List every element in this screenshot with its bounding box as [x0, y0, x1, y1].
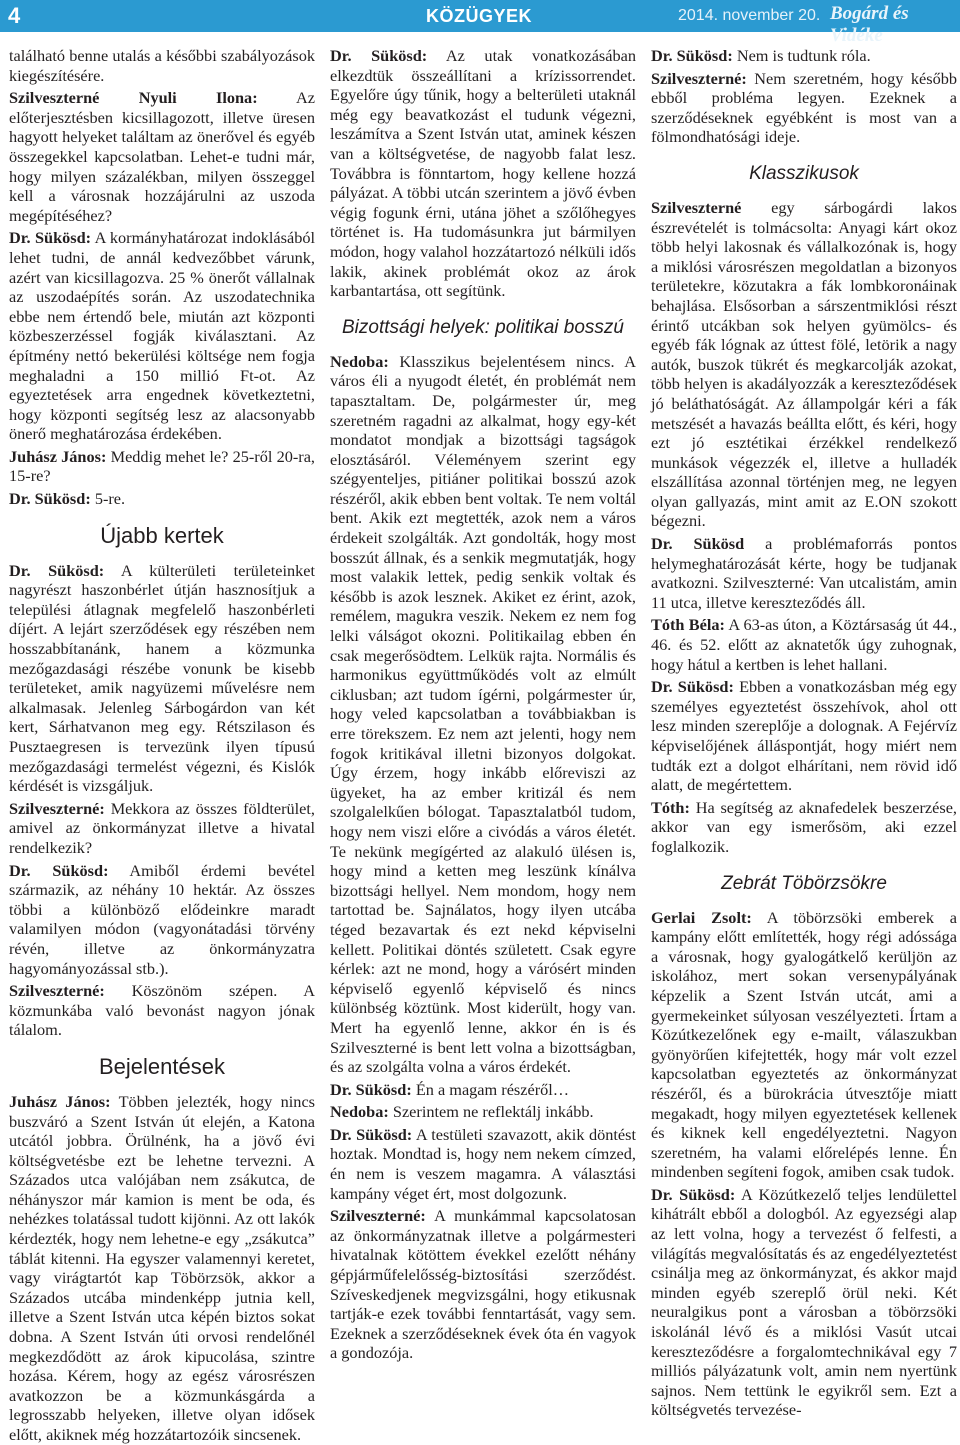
paragraph-text: A külterületi területeinket nagyrészt haszonbérlet útján hasznosítjuk a települési átlagnak megfelelő haszonbérleti díjért. A lejárt szerződések egy részében nem hosszabbítanánk, hanem a közmunka mezőgazdasági részébe vonunk be kisebb területeket, amik nagyüzemi művelésre nem alkalmasak. Jelenleg Sárbogárdon van két kert, Sárhatvanon meg egy. Rétszilason és Pusztaegresen is tervezünk ilyen típusú mezőgazdasági termelést végezni, és Kislók kérdését is vizsgáljuk.: [9, 560, 316, 796]
speaker-name: Szilveszterné: [651, 197, 742, 217]
paragraph: [651, 677, 957, 795]
paragraph-text: Mekkora az összes földterület, amivel az önkormányzat illetve a hivatal rendelkezik?: [9, 798, 315, 857]
paragraph: [9, 46, 315, 85]
paragraph: [9, 981, 315, 1040]
paragraph: [9, 447, 315, 486]
paragraph: [9, 1092, 315, 1445]
paragraph-text: Az előterjesztésben kicsillagozott, illetve üresen hagyott helyeket találtam az önerővel és egyéb összegekkel kapcsolatban. Lehet-e tudni már, hogy milyen százalékban, milyen összeggel kell a városnak hozzájárulni az uszoda megépítéséhez?: [9, 88, 316, 225]
page-number: 4: [8, 3, 21, 28]
speaker-name: Szilveszterné:: [330, 1206, 426, 1226]
speaker-name: Nedoba:: [330, 1102, 389, 1122]
paragraph: [9, 88, 315, 225]
speaker-name: Dr. Sükösd:: [9, 560, 105, 580]
speaker-name: Dr. Sükösd:: [651, 46, 733, 65]
speaker-name: Gerlai Zsolt:: [651, 907, 752, 927]
paragraph-text: A töbörzsöki emberek a kampány előtt említették, hogy régi adóssága a városnak, hogy gyalogátkelő kerüljön az iskolához, mert sokan versenypályának képzelik a Szent István utcát, ami a gyermekeinket súlyosan veszélyezteti. Írtam a Közútkezelőnek egy e-mailt, válaszukban gyönyörűen kifejtették, hogy már volt ezzel kapcsolatban egyeztetés az önkormányzat részéről, és a bürokrácia útvesztője miatt megakadt, hogy milyen egyeztetések kellenek és kiknek kell engedélyeztetni. Nagyon szeretném, ha valami előrelépés lenne. Én mindenben segíteni fogok, amiben csak tudok.: [651, 907, 957, 1182]
paragraph: [651, 798, 957, 857]
paragraph-text: Többen jelezték, hogy nincs buszváró a Szent István út elején, a Katona utcától jobbra. Örülnénk, ha a jövő évi költségvetésbe ezt be lehetne tervezni. A Százados utca valójában nem zsákutca, de néhányszor már kamion is ment be oda, és nehézkes tolatással tudott kijönni. Az ott lakók kérdezték, hogy nem lehetne-e egy „zsákutca” táblát kitenni. Ha egyszer valamennyi keretet, vagy virágtartót kap Töbörzsök, akkor a Százados utcába mindenképp jutnia kell, illetve a Szent István utca képén biztos sokat dobna. A Szent István úti orvosi rendelőnél megkezdődött az árok kipucolása, szintre hozása. Kérem, hogy az egész városrészen avatkozzon be a közmunkásgárda a legrosszabb helyeken, illetve olyan idősek előtt, akiknek még hozzátartozóik sincsenek.: [9, 1091, 316, 1444]
paragraph-text: Amiből érdemi bevétel származik, az néhány 10 hektár. Az összes többi a különböző elődeinkre maradt valamilyen módon (vagyonátadási törvény révén, illetve az önkormányzatra hagyományozással stb.).: [9, 860, 316, 978]
section-heading: Bizottsági helyek: politikai bosszú: [342, 316, 624, 338]
speaker-name: Dr. Sükösd: [651, 534, 745, 554]
paragraph: [9, 799, 315, 858]
paragraph: [651, 69, 957, 147]
speaker-name: Dr. Sükösd:: [651, 1184, 736, 1204]
newspaper-name: Bogárd és Vidéke: [830, 3, 909, 46]
speaker-name: Szilveszterné Nyuli Ilona:: [9, 88, 258, 108]
paragraph: [330, 1125, 636, 1203]
paragraph: [330, 1080, 636, 1100]
article-column-1: [9, 46, 316, 1444]
paragraph-text: Nem is tudtunk róla.: [736, 46, 871, 65]
speaker-name: Juhász János:: [9, 446, 107, 466]
paragraph: [330, 46, 636, 301]
speaker-name: Dr. Sükösd:: [651, 677, 734, 697]
section-heading: Bejelentések: [99, 1053, 225, 1079]
section-title: KÖZÜGYEK: [426, 6, 533, 26]
paragraph-text: Klasszikus bejelentésem nincs. A város éli a nyugodt életét, én problémát nem tapasztaltam. De, polgármester úr, meg szeretném ragadni az alkalmat, hogy egy-két mondatot mondjak a bizottsági tagságok elosztásáról. Véleményem szerint egy szégyenteljes, pitiáner politikai bosszú azok részéről, akik ebben bent voltak. Te nem voltál bent. Akik ezt megtették, azok nem a város érdekeit szolgálták. Azt gondolták, hogy most bosszút állnak, és a senkik megmutatják, hogy most valakik lettek, pedig senkik voltak és később is azok lesznek. Akiket ez érint, azok, remélem, magukra veszik. Nekem ez nem fog lelki válságot okozni. Politikailag ebben én csak megerősödtem. Lelkük rajta. Normális és harmonikus együttműködés volt az elmúlt ciklusban; azt tudom ígérni, polgármester úr, hogy veled kapcsolatban a továbbiakban is erre törekszem. Ez nem azt jelenti, hogy nem fogok kritikával illetni bizonyos dolgokat. Úgy érzem, hogy inkább előreviszi az ügyeket, ha az ember kritizál és nem szolgalelkűen bólogat. Tapasztalatból tudom, hogy nem viszi előre a civódás a város életét. Te nekünk megígérted az alakuló ülésen is, hogy mind a ketten meg leszünk kínálva bizottsági hellyel. Nem mondom, hogy nem tartottad be. Sajnálatos, hogy ilyen utcába téged bezavartak és ezt nekd képviselni kellett. Politikai döntés született. Csak egyre kérlek: azt ne mond, hogy a várósért minden képviselő egyenlő képviselő és nincs különbség köztünk. Most kiderült, hogy van. Mert ha egyenlő lenne, akkor én is és Szilveszterné is bent lett volna a bizottságban, és az szolgálta volna a város érdekét.: [330, 351, 636, 1077]
speaker-name: Dr. Sükösd:: [330, 1079, 412, 1099]
paragraph-text: A munkámmal kapcsolatosan az önkormányzatnak illetve a polgármesteri hivatalnak kötöttem évekkel ezelőtt néhány gépjárműfelelősség-biztosítási szerződést. Szíveskedjenek megvizsgálni, hogy etikusnak tartják-e ezek további fenntartását, vagy sem. Ezeknek a szerződéseknek évek óta én vagyok a gondozója.: [330, 1206, 637, 1363]
article-column-3: [651, 46, 957, 1432]
paragraph-text: A kormányhatározat indoklásából lehet tudni, de annál kedvezőbbet várunk, azért van kicsillagozva. 25 % önerőt vállalnak az uszodaépítés során. Az uszodatechnika ebbe nem értendő bele, miután azt központi közbeszerzéssel fogják kiválasztani. Az építmény nettó bekerülési költsége nem fogja meghaladni a 150 millió Ft-ot. Az egyeztetések arra engednek következtetni, hogy központi segítség lesz az alacsonyabb önerő meghatározása érdekében.: [9, 228, 316, 444]
paragraph: [651, 198, 957, 531]
paragraph: [651, 46, 957, 66]
paragraph-text: A testületi szavazott, akik döntést hoztak. Mondtad is, hogy nem nekem címzed, én nem is veszem magamra. A választási kampány véget ért, most dolgozunk.: [330, 1124, 637, 1203]
paragraph: [330, 1102, 636, 1122]
paragraph: [9, 561, 315, 796]
issue-date: 2014. november 20.: [678, 7, 821, 24]
speaker-name: Tóth Béla:: [651, 615, 725, 635]
paragraph-text: Szerintem ne reflektálj inkább.: [392, 1102, 594, 1122]
speaker-name: Nedoba:: [330, 351, 389, 371]
paragraph-text: Meddig mehet le? 25-ről 20-ra, 15-re?: [9, 446, 315, 486]
speaker-name: Dr. Sükösd:: [9, 228, 92, 248]
speaker-name: Juhász János:: [9, 1091, 111, 1111]
paragraph-text: Ebben a vonatkozásban még egy személyes egyeztetést összehívok, ahol ott lesz minden szereplője a dolognak. A Fejérvíz képviselőjének álláspontját, hogy miért nem tudták ezt a dolgot elhárítani, nem rövid idő alatt, de megértettem.: [651, 677, 958, 795]
speaker-name: Dr. Sükösd:: [9, 489, 91, 509]
section-heading: Zebrát Töbörzsökre: [721, 872, 887, 894]
paragraph: [330, 1206, 636, 1363]
paragraph-text: 5-re.: [94, 489, 126, 509]
paragraph: [651, 615, 957, 674]
speaker-name: Dr. Sükösd:: [330, 46, 428, 65]
paragraph-text: Én a magam részéről…: [415, 1079, 570, 1099]
speaker-name: Szilveszterné:: [9, 981, 105, 1001]
paragraph-text: a problémaforrás pontos helymeghatározását kérte, hogy be tudjanak avatkozni. Szilveszterné: Van utcalistám, amin 11 utca, illetve kereszteződés áll.: [651, 534, 957, 612]
speaker-name: Dr. Sükösd:: [330, 1124, 413, 1144]
paragraph: [9, 228, 315, 444]
speaker-name: Tóth:: [651, 797, 690, 817]
paragraph-text: Az utak vonatkozásában elkezdtük összeállítani a krízissorrendet. Egyelőre úgy tűnik, hogy a belterületi utaknál még egy beavatkozást el tudunk végezni, leszámítva a Szent István utat, aminek készen van a költségvetése, de nagyobb falat lesz. Továbbra is fönntartom, hogy kellene hozzá pályázat. A többi utcán szerintem a jövő évben végig fogunk érni, utána jöhet a szőlőhegyes történet is. Ha tudomásunkra jut bármilyen módon, hogy valahol hozzátartozó nélküli idős lakik, akinek problémát okoz az árok karbantartása, ott segítünk.: [330, 46, 636, 301]
paragraph-text: egy sárbogárdi lakos észrevételét is tolmácsolta: Anyagi kárt okoz több helyi lakosnak és vállalkozónak is, hogy a miklósi városrészen megoldatlan a bizonyos területekre, közutakra a fák lombkoronáinak behajlása. Elsősorban a sárszentmiklósi részt érintő utcákban sok helyen gyümölcs- és egyéb fák lógnak az úttest fölé, letörik a nagy autók, buszok tükrét és megkarcolják azokat, több helyen is akadályozzák a kereszteződések jó beláthatóságát. Az állampolgár kéri a fák metszését a havazás beállta előtt, és kéri, hogy ezt jó esztétikai érzékkel rendelkező munkások végezzék el, illetve a hulladék elszállítása azonnal történjen meg, ne legyen olyan gallyazás, mint amit az E.ON szokott bégezni.: [651, 197, 958, 531]
speaker-name: Dr. Sükösd:: [9, 860, 109, 880]
page-header: [0, 0, 960, 46]
speaker-name: Szilveszterné:: [9, 798, 105, 818]
article-column-2: [330, 46, 636, 1432]
paragraph-text: Köszönöm szépen. A közmunkába való bevonást nagyon jónak tálalom.: [9, 981, 315, 1040]
paragraph-text: A 63-as úton, a Köztársaság út 44., 46. és 52. előtt az aknatetők úgy zuhognak, hogy hátul a kertben is lehet hallani.: [651, 615, 958, 674]
paragraph-text: Nem szeretném, hogy később ebből probléma legyen. Ezeknek a szerződéseknek egyébként is most van a fölmondhatósági ideje.: [651, 68, 957, 147]
paragraph: [330, 352, 636, 1077]
section-heading: Újabb kertek: [100, 522, 224, 548]
paragraph: [651, 534, 957, 612]
paragraph: [9, 489, 315, 509]
paragraph-text: A Közútkezelő teljes lendülettel kihátrált ebből a dologból. Az egyezségi alap az lett volna, hogy a tervezést ő felfesti, a világítás megvalósítatás és az engedélyeztetést csinálja meg az önkormányzat, és akkor majd minden egyéb szereplő örül neki. Két neuralgikus pont a városban a töbörzsöki iskolánál lévő és a miklósi Vasút utcai kereszteződésre a forgalomtechnikával egy 7 milliós pályázatunk volt, amin nem nyertünk sajnos. Nem tettünk le egyikről sem. Ezt a költségvetés tervezése-: [651, 1184, 957, 1420]
paragraph-text: Ha segítség az aknafedelek beszerzése, akkor van egy ismerősöm, aki ezzel foglalkozik.: [651, 797, 957, 856]
paragraph: [651, 1185, 957, 1420]
paragraph: [9, 861, 315, 979]
section-heading: Klasszikusok: [749, 162, 859, 184]
paragraph-text: található benne utalás a későbbi szabályozások kiegészítésére.: [9, 46, 315, 85]
paragraph: [651, 908, 957, 1182]
speaker-name: Szilveszterné:: [651, 68, 747, 88]
